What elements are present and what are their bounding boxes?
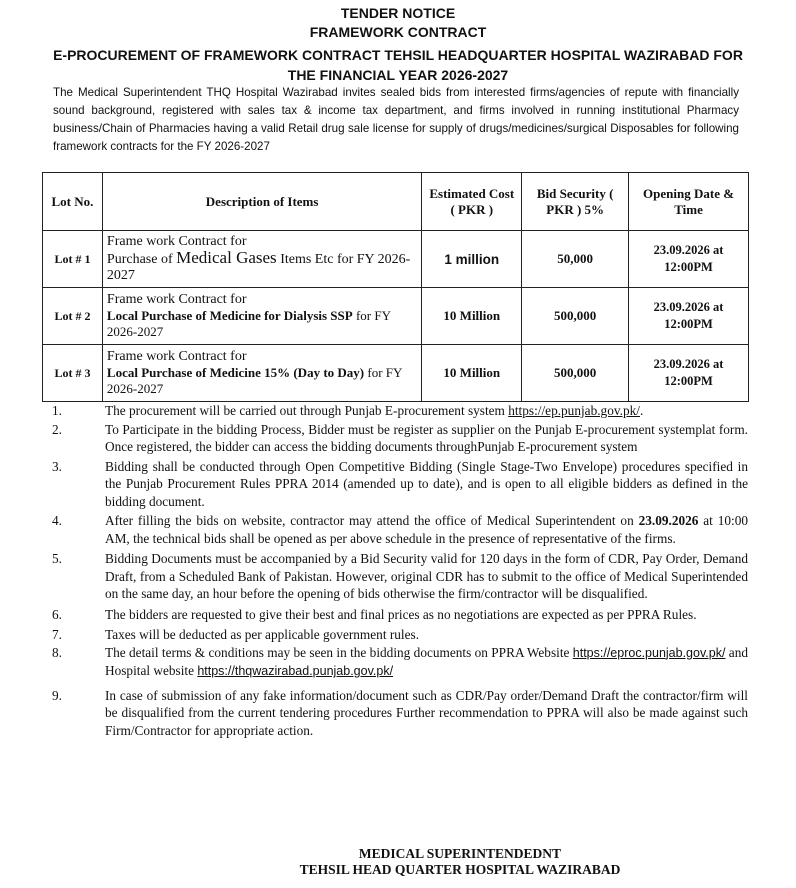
terms-list bbox=[30, 402, 748, 739]
opening-time: 12:00PM bbox=[664, 260, 713, 274]
header-security: Bid Security ( PKR ) 5% bbox=[522, 173, 629, 231]
item-text-pre: After filling the bids on website, contractor may attend the office of Medical Superintendent on bbox=[105, 513, 639, 528]
item-text-mid: and Hospital website bbox=[105, 644, 748, 678]
eproc-punjab-link[interactable]: https://eproc.punjab.gov.pk/ bbox=[572, 645, 726, 660]
ep-punjab-link[interactable]: https://ep.punjab.gov.pk/ bbox=[508, 403, 640, 418]
list-item bbox=[30, 402, 748, 420]
item-text: Bidding Documents must be accompanied by a Bid Security valid for 120 days in the form of CDR, Pay Order, Demand Draft, from a Scheduled Bank of Pakistan. However, original CDR has to submit to the office of Medical Superintended on the same day, an hour before the opening of bids otherwise the firm/contractor will be disqualified. bbox=[105, 551, 748, 601]
description-post: for FY 2026-2027 bbox=[106, 365, 402, 396]
lot-cell: Lot # 1 bbox=[43, 231, 103, 288]
description-item: Local Purchase of Medicine 15% (Day to Day) bbox=[106, 365, 365, 380]
lots-table bbox=[42, 172, 749, 402]
description-detail bbox=[107, 250, 417, 284]
description-line: Frame work Contract for bbox=[106, 349, 247, 364]
signature-organization: TEHSIL HEAD QUARTER HOSPITAL WAZIRABAD bbox=[299, 862, 621, 877]
lot-cell: Lot # 2 bbox=[43, 288, 103, 345]
security-cell: 50,000 bbox=[522, 231, 629, 288]
notice-subtitle: FRAMEWORK CONTRACT bbox=[309, 24, 487, 40]
signature-title: MEDICAL SUPERINTENDEDNT bbox=[358, 846, 562, 861]
item-text bbox=[105, 402, 748, 420]
item-number: 8. bbox=[52, 644, 62, 660]
list-item bbox=[30, 606, 748, 624]
lot-cell: Lot # 3 bbox=[43, 345, 103, 402]
description-cell bbox=[102, 345, 421, 402]
opening-date: 23.09.2026 at bbox=[653, 300, 724, 314]
item-number: 3. bbox=[52, 458, 62, 474]
list-item bbox=[30, 550, 748, 603]
hospital-website-link[interactable]: https://thqwazirabad.punjab.gov.pk/ bbox=[197, 664, 394, 678]
security-cell: 500,000 bbox=[522, 345, 629, 402]
opening-cell bbox=[629, 345, 749, 402]
item-text: To Participate in the bidding Process, Bidder must be register as supplier on the Punjab E-procurement systemplat form. Once registered, the bidder can access the bidding documents throughPunjab E-procurement system bbox=[105, 421, 748, 454]
notice-heading: E-PROCUREMENT OF FRAMEWORK CONTRACT TEHSIL HEADQUARTER HOSPITAL WAZIRABAD FOR THE FINANCIAL YEAR 2026-2027 bbox=[53, 47, 743, 83]
item-number: 7. bbox=[52, 627, 62, 642]
table-row bbox=[43, 345, 749, 402]
description-detail bbox=[107, 308, 417, 340]
item-text: The bidders are requested to give their best and final prices as no negotiations are expected as per PPRA Rules. bbox=[105, 606, 697, 622]
opening-date: 23.09.2026 at bbox=[653, 243, 724, 257]
header-lot: Lot No. bbox=[43, 173, 103, 231]
item-number: 4. bbox=[52, 513, 62, 528]
description-cell bbox=[102, 288, 421, 345]
description-item: Medical Gases bbox=[176, 248, 277, 267]
description-post: Items Etc for FY 2026-2027 bbox=[106, 252, 411, 283]
description-line: Frame work Contract for bbox=[106, 292, 247, 307]
item-text-pre: The procurement will be carried out through Punjab E-procurement system bbox=[105, 403, 509, 418]
table-header-row bbox=[43, 173, 749, 231]
opening-time: 12:00PM bbox=[664, 317, 713, 331]
item-number: 1. bbox=[52, 403, 62, 418]
list-item bbox=[30, 512, 748, 547]
item-number: 2. bbox=[52, 421, 62, 437]
item-number: 9. bbox=[52, 687, 62, 703]
description-detail bbox=[107, 365, 417, 397]
item-text: Bidding shall be conducted through Open Competitive Bidding (Single Stage-Two Envelope) procedures specified in the Punjab Procurement Rules PPRA 2014 (amended up to date), and is open to all eligible bidders as defined in the bidding document. bbox=[105, 458, 748, 509]
intro-paragraph: The Medical Superintendent THQ Hospital Wazirabad invites sealed bids from interested firms/agencies of repute with financially sound background, registered with sales tax & income tax department, and firms involved in running institutional Pharmacy business/Chain of Pharmacies having a valid Retail drug sale license for supply of drugs/medicines/surgical Disposables for following framework contracts for the FY 2026-2027 bbox=[53, 86, 739, 153]
item-text bbox=[105, 644, 748, 681]
item-text-date: 23.09.2026 bbox=[638, 513, 699, 528]
item-text-pre: The detail terms & conditions may be seen in the bidding documents on PPRA Website bbox=[105, 644, 573, 660]
item-number: 5. bbox=[52, 551, 62, 566]
description-pre: Purchase of bbox=[106, 252, 177, 267]
description-cell bbox=[102, 231, 421, 288]
item-text bbox=[105, 512, 748, 547]
list-item bbox=[30, 626, 748, 644]
description-post: for FY 2026-2027 bbox=[106, 308, 391, 339]
item-text: In case of submission of any fake information/document such as CDR/Pay order/Demand Draft the contractor/firm will be disqualified from the current tendering procedures Further recommendation to PPRA will also be made against such Firm/Contractor for appropriate action. bbox=[105, 687, 748, 738]
table-row bbox=[43, 231, 749, 288]
item-text-post: . bbox=[639, 403, 644, 418]
item-text: Taxes will be deducted as per applicable government rules. bbox=[105, 627, 420, 642]
list-item bbox=[30, 687, 748, 740]
cost-cell: 10 Million bbox=[422, 288, 522, 345]
list-item bbox=[30, 458, 748, 511]
item-number: 6. bbox=[52, 606, 62, 622]
header-opening: Opening Date & Time bbox=[629, 173, 749, 231]
opening-cell bbox=[629, 231, 749, 288]
security-cell: 500,000 bbox=[522, 288, 629, 345]
notice-title: TENDER NOTICE bbox=[340, 5, 456, 21]
description-item: Local Purchase of Medicine for Dialysis SSP bbox=[106, 308, 353, 323]
cost-cell: 1 million bbox=[422, 231, 522, 288]
cost-cell: 10 Million bbox=[422, 345, 522, 402]
item-text-post: at 10:00 AM, the technical bids shall be opened as per above schedule in the presence of representative of the firms. bbox=[105, 513, 748, 546]
table-row bbox=[43, 288, 749, 345]
opening-date: 23.09.2026 at bbox=[653, 357, 724, 371]
opening-cell bbox=[629, 288, 749, 345]
description-line: Frame work Contract for bbox=[106, 234, 247, 249]
list-item bbox=[30, 644, 748, 681]
opening-time: 12:00PM bbox=[664, 374, 713, 388]
header-cost: Estimated Cost ( PKR ) bbox=[422, 173, 522, 231]
list-item bbox=[30, 421, 748, 456]
header-description: Description of Items bbox=[102, 173, 421, 231]
